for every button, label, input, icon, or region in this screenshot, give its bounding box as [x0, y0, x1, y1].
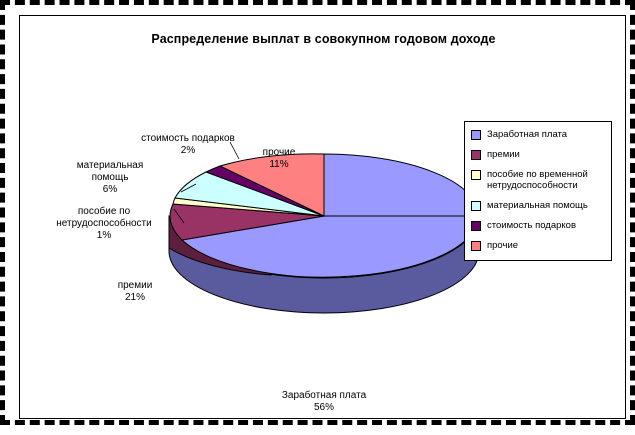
chart-legend[interactable]	[464, 121, 612, 261]
legend-item-gifts[interactable]	[471, 220, 606, 231]
legend-label: Заработная плата	[487, 129, 568, 140]
label-sick-value: 1%	[96, 230, 112, 241]
label-salary-value: 56%	[313, 402, 334, 413]
legend-label: материальная помощь	[487, 200, 588, 211]
label-bonus	[94, 280, 176, 304]
label-gifts	[118, 133, 258, 157]
label-other-value: 11%	[269, 159, 289, 170]
legend-label: прочие	[487, 240, 519, 251]
label-other-text: прочие	[262, 147, 296, 158]
label-salary	[234, 390, 414, 414]
legend-swatch-icon	[471, 170, 481, 180]
label-salary-text: Заработная плата	[281, 390, 367, 401]
legend-item-material-aid[interactable]	[471, 200, 606, 211]
label-aid-text: материальная помощь	[76, 160, 144, 183]
label-bonus-text: премии	[117, 280, 153, 291]
legend-item-bonus[interactable]	[471, 149, 606, 160]
label-gifts-value: 2%	[180, 145, 196, 156]
legend-swatch-icon	[471, 130, 481, 140]
legend-swatch-icon	[471, 221, 481, 231]
legend-label: пособие по временной нетрудоспособности	[487, 169, 588, 191]
label-aid	[62, 160, 158, 196]
legend-label: премии	[487, 149, 520, 160]
legend-swatch-icon	[471, 150, 481, 160]
label-aid-value: 6%	[102, 184, 118, 195]
legend-swatch-icon	[471, 201, 481, 211]
label-other	[244, 147, 314, 171]
label-gifts-text: стоимость подарков	[141, 133, 235, 144]
legend-item-other[interactable]	[471, 240, 606, 251]
legend-item-salary[interactable]	[471, 129, 606, 140]
chart-plot-area[interactable]	[19, 15, 626, 419]
chart-title: Распределение выплат в совокупном годовом доходе	[151, 32, 496, 46]
legend-item-sick-leave[interactable]	[471, 169, 606, 191]
label-sick	[40, 206, 168, 242]
label-sick-text: пособие по нетрудоспособности	[56, 206, 152, 229]
legend-swatch-icon	[471, 241, 481, 251]
label-bonus-value: 21%	[124, 292, 145, 303]
legend-label: стоимость подарков	[487, 220, 577, 231]
slice-salary-upper	[324, 154, 479, 216]
